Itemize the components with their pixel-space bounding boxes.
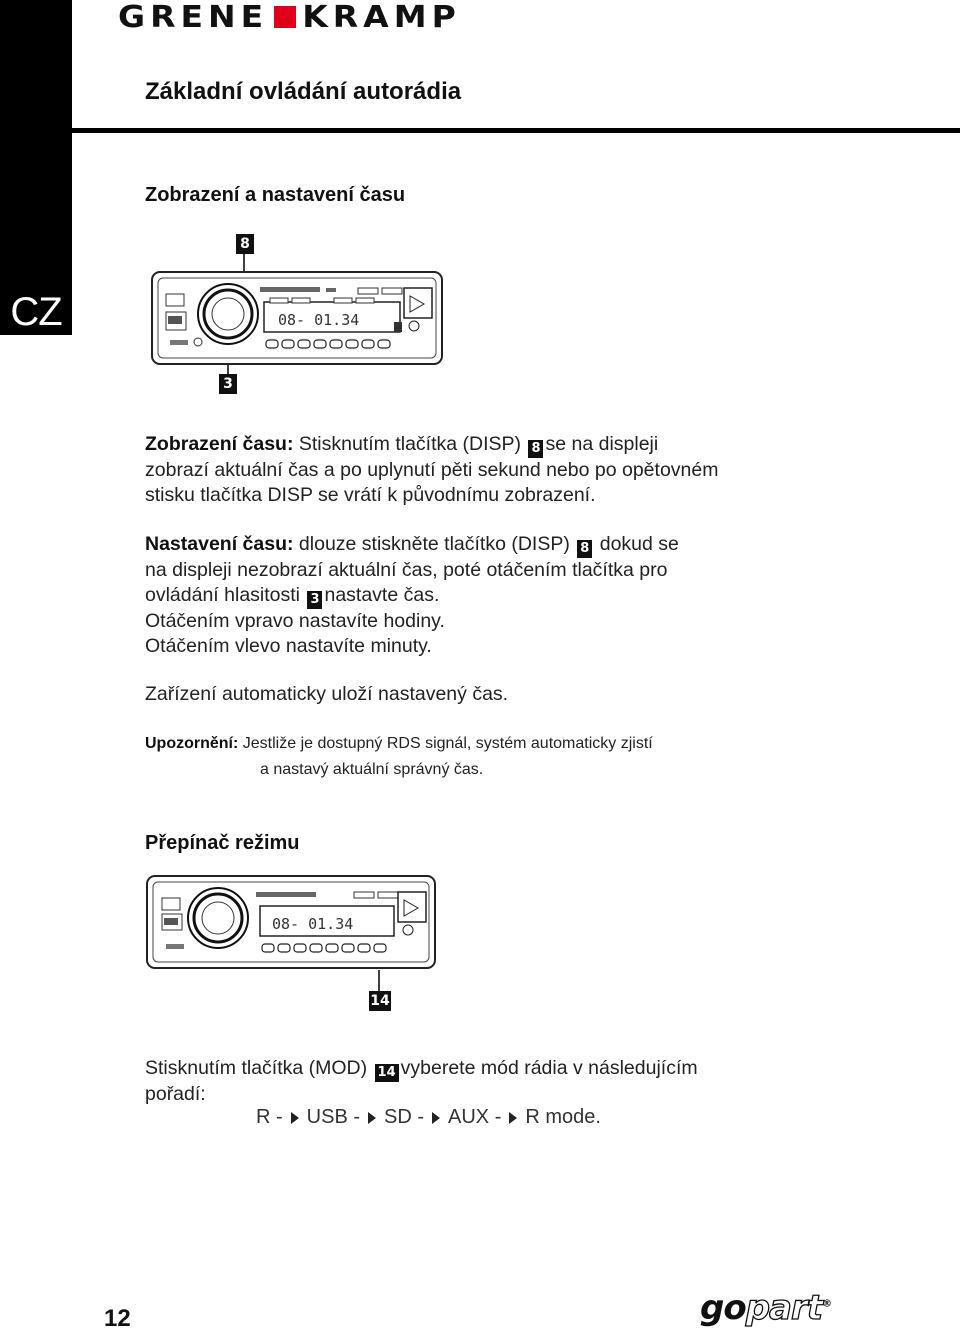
label-set-time: Nastavení času: <box>145 533 294 555</box>
text: ovládání hlasitosti <box>145 584 306 606</box>
page-title: Základní ovládání autorádia <box>145 78 462 105</box>
mode-r-mode: R mode. <box>525 1106 601 1128</box>
radio-drawing-2 <box>144 874 440 1024</box>
radio-illustration-1 <box>148 232 448 397</box>
text: na displeji nezobrazí aktuální čas, poté otáčením tlačítka pro <box>145 559 668 581</box>
text: zobrazí aktuální čas a po uplynutí pěti sekund nebo po opětovném <box>145 459 719 481</box>
radio-illustration-2 <box>144 874 440 1024</box>
radio-display-text: 08- 01.34 <box>278 311 360 329</box>
text: dokud se <box>594 533 679 555</box>
text: Otáčením vlevo nastavíte minuty. <box>145 635 432 657</box>
text: Otáčením vpravo nastavíte hodiny. <box>145 610 445 632</box>
brand-right: KRAMP <box>302 0 461 35</box>
inline-badge-3: 3 <box>307 591 322 609</box>
side-bar <box>0 0 72 335</box>
brand-left: GRENE <box>118 0 269 35</box>
text: pořadí: <box>145 1083 206 1105</box>
page-number: 12 <box>104 1305 131 1332</box>
radio-drawing-1 <box>148 232 448 397</box>
arrow-right-icon <box>368 1112 376 1124</box>
radio-display-text: 08- 01.34 <box>272 915 354 933</box>
text: Jestliže je dostupný RDS signál, systém automaticky zjistí <box>238 735 653 752</box>
text: vyberete mód rádia v následujícím <box>400 1057 698 1079</box>
arrow-right-icon <box>291 1112 299 1124</box>
note-rds <box>145 731 845 783</box>
inline-badge-8: 8 <box>528 440 543 458</box>
text: Stisknutím tlačítka (MOD) <box>145 1057 373 1079</box>
text: nastavte čas. <box>324 584 440 606</box>
mode-sd: SD - <box>384 1106 425 1128</box>
language-label: CZ <box>10 290 62 334</box>
inline-badge-8: 8 <box>577 540 592 558</box>
brand-logo <box>118 0 461 34</box>
section-heading-time: Zobrazení a nastavení času <box>145 184 406 206</box>
label-display-time: Zobrazení času: <box>145 433 294 455</box>
text: se na displeji <box>545 433 659 455</box>
callout-badge-3: 3 <box>219 374 237 394</box>
arrow-right-icon <box>509 1112 517 1124</box>
brand-square <box>274 6 296 28</box>
header-rule <box>72 128 960 133</box>
logo-go: go <box>700 1288 746 1328</box>
mode-aux: AUX - <box>448 1106 502 1128</box>
text: a nastavý aktuální správný čas. <box>260 761 484 778</box>
arrow-right-icon <box>432 1112 440 1124</box>
mode-usb: USB - <box>306 1106 361 1128</box>
text: Stisknutím tlačítka (DISP) <box>293 433 527 455</box>
text: dlouze stiskněte tlačítko (DISP) <box>293 533 576 555</box>
paragraph-mode-switch <box>145 1056 845 1107</box>
text: stisku tlačítka DISP se vrátí k původnímu zobrazení. <box>145 484 596 506</box>
callout-badge-8: 8 <box>236 234 254 254</box>
gopart-logo <box>700 1288 831 1328</box>
section-heading-mode: Přepínač režimu <box>145 832 300 854</box>
logo-part: part <box>745 1288 823 1328</box>
mode-r: R - <box>256 1106 283 1128</box>
mode-sequence <box>256 1106 601 1129</box>
logo-registered: ® <box>822 1298 832 1310</box>
paragraph-display-time <box>145 432 845 508</box>
paragraph-set-time <box>145 532 845 659</box>
callout-badge-14: 14 <box>370 993 390 1009</box>
label-note: Upozornění: <box>145 735 239 752</box>
inline-badge-14: 14 <box>375 1064 399 1082</box>
paragraph-auto-save: Zařízení automaticky uloží nastavený čas. <box>145 683 509 705</box>
